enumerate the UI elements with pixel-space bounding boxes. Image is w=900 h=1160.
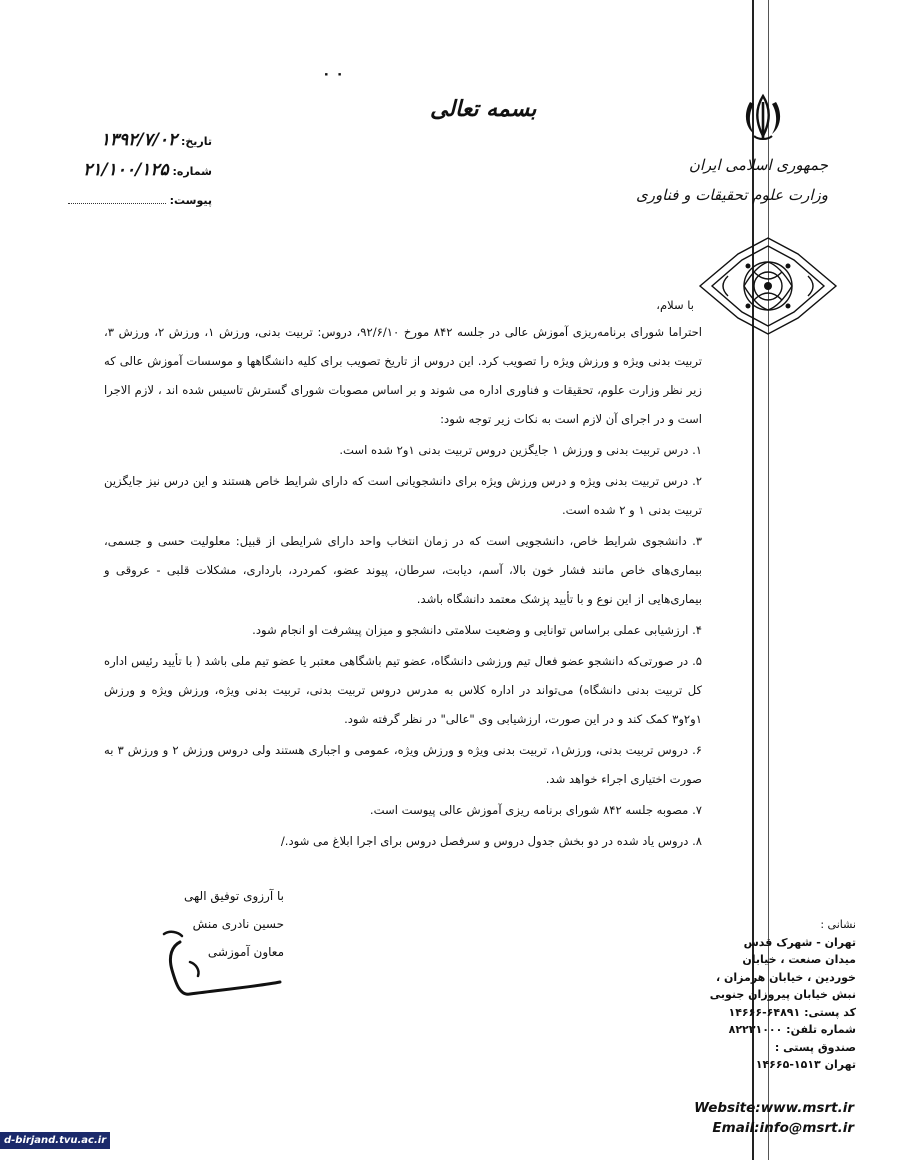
- list-item: ۸. دروس یاد شده در دو بخش جدول دروس و سرفصل دروس برای اجرا ابلاغ می شود./: [280, 834, 702, 848]
- iran-emblem-icon: [740, 92, 786, 142]
- address-line: نبش خیابان پیروزان جنوبی: [709, 988, 856, 1001]
- address-line: خوردین ، خیابان هرمزان ،: [716, 970, 856, 984]
- address-line: میدان صنعت ، خیابان: [742, 953, 856, 966]
- list-item: ۶. دروس تربیت بدنی، ورزش۱، تربیت بدنی ویژه و ورزش ویژه، عمومی و اجباری هستند ولی دروس ورزش ۲ و ورزش ۳ به صورت اختیاری اجراء خواهد شد.: [104, 743, 702, 786]
- attachment-row: [68, 194, 212, 207]
- source-watermark: d-birjand.tvu.ac.ir: [0, 1132, 110, 1149]
- list-item: ۲. درس تربیت بدنی ویژه و درس ورزش ویژه برای دانشجویانی است که دارای شرایط خاص هستند و این درس نیز جایگزین تربیت بدنی ۱ و ۲ شده است.: [104, 474, 702, 517]
- address-line: تهران ۱۵۱۳-۱۴۶۶۵: [755, 1058, 856, 1071]
- website-link[interactable]: Website:www.msrt.ir: [694, 1100, 854, 1116]
- intro-paragraph: احتراما شورای برنامه‌ریزی آموزش عالی در جلسه ۸۴۲ مورخ ۹۲/۶/۱۰، دروس: تربیت بدنی، ورزش ۱، ورزش ۲، ورزش ۳، تربیت بدنی ویژه و ورزش ویژه را تصویب کرد. این دروس از تاریخ تصویب برای کلیه دانشگاهها و موسسات آموزش عالی که زیر نظر وزارت علوم، تحقیقات و فناوری اداره می شوند و بر اساس مصوبات شورای گسترش تاسیس شده اند ، لازم الاجرا است و در اجرای آن لازم است به نکات زیر توجه شود:: [104, 325, 702, 426]
- attachment-label: پیوست:: [169, 194, 212, 207]
- list-item: ۷. مصوبه جلسه ۸۴۲ شورای برنامه ریزی آموزش عالی پیوست است.: [369, 803, 702, 817]
- address-line: تهران - شهرک قدس: [743, 935, 856, 949]
- closing-wish: با آرزوی توفیق الهی: [184, 889, 284, 903]
- date-row: [101, 130, 212, 150]
- signature-mark: [150, 912, 290, 1012]
- number-value: ۲۱/۱۰۰/۱۲۵: [83, 160, 169, 180]
- arabesque-ornament-icon: [698, 236, 838, 336]
- salutation: با سلام،: [656, 298, 694, 312]
- list-item: ۳. دانشجوی شرایط خاص، دانشجویی است که در زمان انتخاب واحد دارای شرایطی از قبیل: معلولیت حسی و جسمی، بیماری‌های خاص مانند فشار خون بالا، آسم، دیابت، سرطان، پیوند عضو، کمردرد، بارداری، مشکلات قلبی - عروقی و بیماری‌هایی از این نوع و با تأیید پزشک معتمد دانشگاه باشد.: [104, 534, 702, 606]
- address-line: صندوق پستی :: [774, 1040, 856, 1054]
- address-label: نشانی :: [820, 918, 856, 931]
- ministry-line-2: وزارت علوم تحقیقات و فناوری: [635, 186, 828, 204]
- date-value: ۱۳۹۲/۷/۰۲: [100, 130, 178, 150]
- ministry-line-1: جمهوری اسلامی ایران: [688, 156, 828, 174]
- ministry-name: [636, 150, 828, 210]
- signer-title: معاون آموزشی: [207, 945, 284, 959]
- list-item: ۵. در صورتی‌که دانشجو عضو فعال تیم ورزشی دانشگاه، عضو تیم باشگاهی معتبر یا عضو تیم ملی باشد ( با تأیید رئیس اداره کل تربیت بدنی دانشگاه) می‌تواند در اداره کلاس به مدرس دروس تربیت بدنی، تربیت بدنی ویژه، ورزش ویژه و ورزش ۱و۲و۳ کمک کند و در این صورت، ارزشیابی وی "عالی" در نظر گرفته شود.: [104, 654, 702, 726]
- list-item: ۴. ارزشیابی عملی براساس توانایی و وضعیت سلامتی دانشجو و میزان پیشرفت او انجام شود.: [252, 623, 702, 637]
- address-line: کد پستی: ۶۴۸۹۱-۱۴۶۶۶: [728, 1005, 856, 1019]
- attachment-line: [68, 203, 166, 204]
- letter-body: [104, 318, 702, 856]
- email-link[interactable]: Email:info@msrt.ir: [712, 1120, 854, 1136]
- date-label: تاریخ:: [180, 135, 212, 148]
- signer-name: حسین نادری منش: [192, 917, 284, 931]
- header-dots: ٠ ٠: [322, 66, 344, 82]
- number-label: شماره:: [172, 165, 212, 178]
- address-block: [710, 916, 856, 1074]
- list-item: ۱. درس تربیت بدنی و ورزش ۱ جایگزین دروس تربیت بدنی ۱و۲ شده است.: [339, 443, 702, 457]
- bismillah-heading: بسمه تعالی: [430, 96, 537, 122]
- address-line: شماره تلفن: ۸۲۲۳۱۰۰۰: [728, 1023, 856, 1036]
- number-row: [83, 160, 212, 180]
